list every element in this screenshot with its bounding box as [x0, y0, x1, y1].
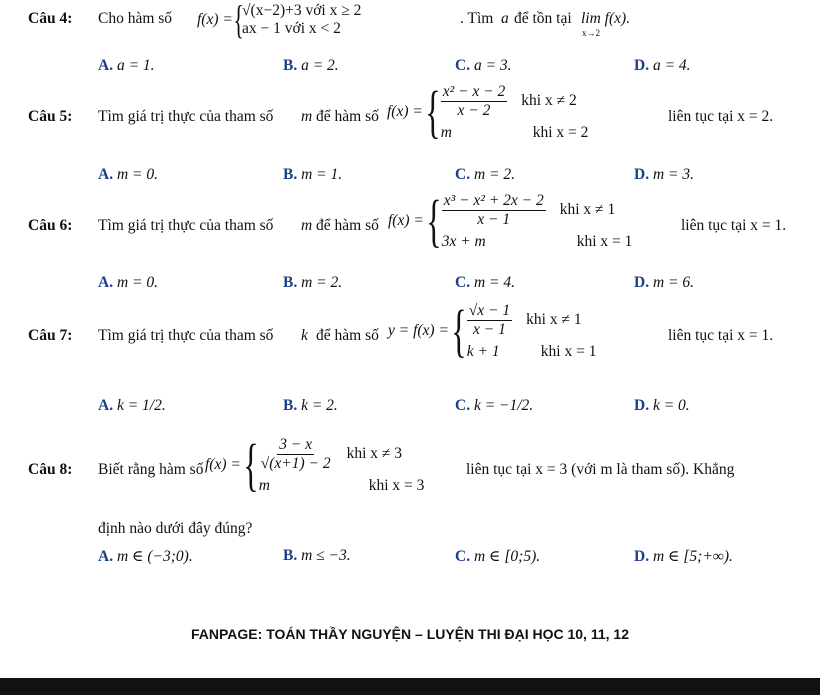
q4-label: Câu 4:	[28, 10, 73, 27]
q4-option-d[interactable]: D. a = 4.	[634, 57, 691, 74]
q4-tail2: để tồn tại	[514, 10, 572, 27]
q4-option-a[interactable]: A. a = 1.	[98, 57, 155, 74]
q8-option-a[interactable]: A. m ∈ (−3;0).	[98, 548, 193, 565]
q5-var: m	[301, 108, 313, 125]
q4-brace: {	[233, 0, 244, 42]
q8-tail: liên tục tại x = 3 (với m là tham số). Khẳng	[466, 461, 735, 478]
q5-text: Tìm giá trị thực của tham số	[98, 108, 274, 125]
q8-label: Câu 8:	[28, 461, 73, 478]
q5-function: f(x) = { $\frac{\text{x² − x − 2}}{x - 2}$ khi x ≠ 2 m khi x = 2	[387, 79, 589, 145]
q4-fx: f(x) =	[197, 11, 233, 28]
q4-piece1: √(x−2)+3 với x ≥ 2	[242, 2, 362, 19]
q4-text: Cho hàm số	[98, 10, 173, 27]
q6-brace: {	[426, 188, 442, 254]
q5-text2: để hàm số	[316, 108, 379, 125]
q6-option-d[interactable]: D. m = 6.	[634, 274, 694, 291]
q7-label: Câu 7:	[28, 327, 73, 344]
q5-option-c[interactable]: C. m = 2.	[455, 166, 515, 183]
q4-function	[197, 0, 361, 40]
q4-var: a	[501, 10, 509, 27]
q8-function: f(x) = { $\frac{3 - x}{√(x+1) - 2}$ khi x ≠ 3 m khi x = 3	[205, 432, 425, 498]
q8-option-c[interactable]: C. m ∈ [0;5).	[455, 548, 541, 565]
q5-option-b[interactable]: B. m = 1.	[283, 166, 343, 183]
q6-label: Câu 6:	[28, 217, 73, 234]
q4-option-b[interactable]: B. a = 2.	[283, 57, 339, 74]
q7-tail: liên tục tại x = 1.	[668, 327, 774, 344]
q6-option-b[interactable]: B. m = 2.	[283, 274, 343, 291]
q5-brace: {	[425, 79, 441, 145]
q6-var: m	[301, 217, 313, 234]
q8-option-d[interactable]: D. m ∈ [5;+∞).	[634, 548, 733, 565]
q7-option-c[interactable]: C. k = −1/2.	[455, 397, 534, 414]
q8-brace: {	[243, 432, 259, 498]
q6-text2: để hàm số	[316, 217, 379, 234]
q5-tail: liên tục tại x = 2.	[668, 108, 774, 125]
q4-option-c[interactable]: C. a = 3.	[455, 57, 512, 74]
q4-tail: . Tìm	[460, 10, 494, 27]
q8-line2: định nào dưới đây đúng?	[98, 520, 253, 537]
q7-brace: {	[451, 298, 467, 364]
q6-option-c[interactable]: C. m = 4.	[455, 274, 515, 291]
q7-option-b[interactable]: B. k = 2.	[283, 397, 338, 414]
footer: FANPAGE: TOÁN THẦY NGUYỆN – LUYỆN THI ĐẠI HỌC 10, 11, 12	[191, 626, 629, 642]
q7-function: y = f(x) = { $\frac{√x - 1}{x - 1}$ khi x ≠ 1 k + 1 khi x = 1	[388, 298, 597, 364]
q7-text2: để hàm số	[316, 327, 379, 344]
q7-option-a[interactable]: A. k = 1/2.	[98, 397, 166, 414]
q5-option-d[interactable]: D. m = 3.	[634, 166, 694, 183]
q6-text: Tìm giá trị thực của tham số	[98, 217, 274, 234]
q7-option-d[interactable]: D. k = 0.	[634, 397, 690, 414]
q6-tail: liên tục tại x = 1.	[681, 217, 787, 234]
bottom-bar	[0, 678, 820, 695]
q8-option-b[interactable]: B. m ≤ −3.	[283, 547, 351, 564]
q4-limit-sub: x→2	[582, 28, 600, 38]
q6-function: f(x) = { $\frac{\text{x³ − x² + 2x − 2}}{x - 1}$ khi x ≠ 1 3x + m khi x = 1	[388, 188, 633, 254]
q4-piece2: ax − 1 với x < 2	[242, 20, 341, 37]
q8-text: Biết rằng hàm số	[98, 461, 204, 478]
q6-option-a[interactable]: A. m = 0.	[98, 274, 158, 291]
q7-var: k	[301, 327, 308, 344]
q4-limit: lim f(x).	[581, 10, 631, 27]
q7-text: Tìm giá trị thực của tham số	[98, 327, 274, 344]
q5-label: Câu 5:	[28, 108, 73, 125]
q5-option-a[interactable]: A. m = 0.	[98, 166, 158, 183]
